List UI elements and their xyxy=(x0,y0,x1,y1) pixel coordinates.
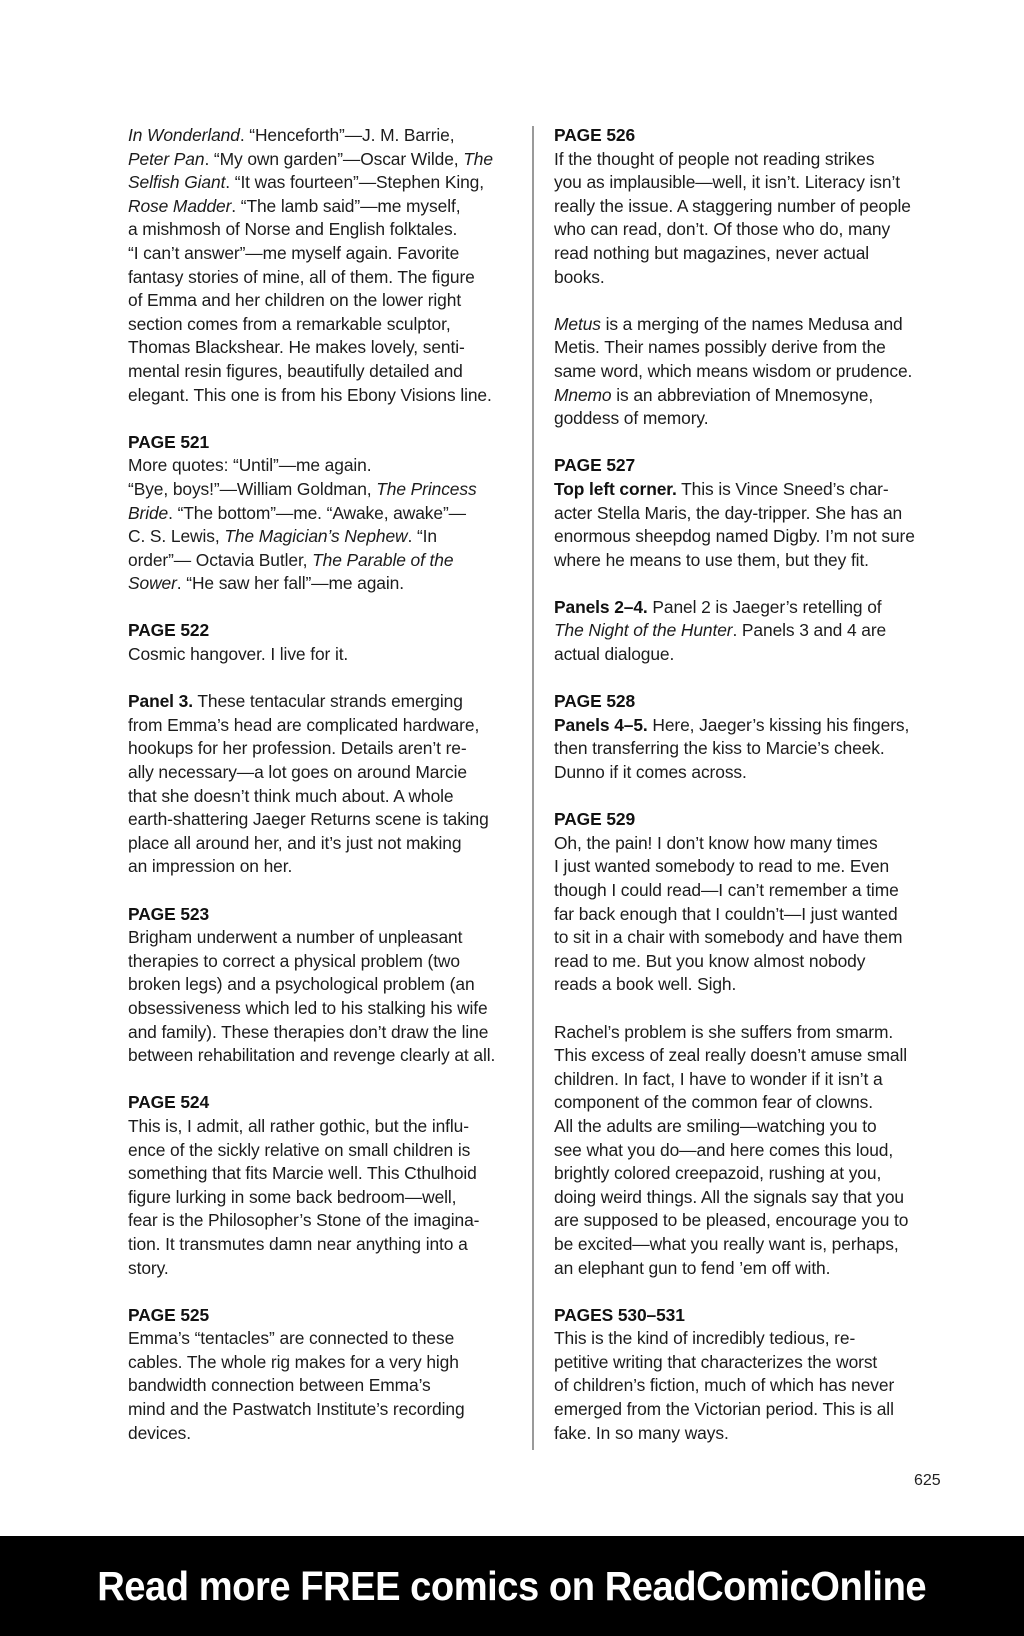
body-line: petitive writing that characterizes the worst xyxy=(554,1351,878,1372)
body-text: C. S. Lewis, xyxy=(128,526,225,547)
body-line: I just wanted somebody to read to me. Even xyxy=(554,856,890,877)
rich-line xyxy=(554,171,944,195)
body-line: bandwidth connection between Emma’s xyxy=(128,1375,431,1396)
section-page-529 xyxy=(554,808,944,997)
body-line: far back enough that I couldn’t—I just wanted xyxy=(554,903,898,924)
body-text: Panel 2 is Jaeger’s retelling of xyxy=(647,596,882,617)
rich-line xyxy=(128,148,518,172)
panel-lead: Panel 3. xyxy=(128,691,193,712)
body-line: devices. xyxy=(128,1422,191,1443)
section-page-524 xyxy=(128,1091,518,1280)
italic-title-text: Sower xyxy=(128,573,177,594)
intro-paragraph xyxy=(128,124,518,407)
rich-line xyxy=(128,502,518,526)
body-line: ence of the sickly relative on small children is xyxy=(128,1139,471,1160)
rich-line xyxy=(554,619,944,643)
body-line: This is, I admit, all rather gothic, but the influ- xyxy=(128,1115,469,1136)
rich-line xyxy=(128,289,518,313)
italic-title-text: The Night of the Hunter xyxy=(554,620,733,641)
body-text: who can read, don’t. Of those who do, many xyxy=(554,219,891,240)
body-line: ally necessary—a lot goes on around Marcie xyxy=(128,762,467,783)
promo-banner-text[interactable]: Read more FREE comics on ReadComicOnline xyxy=(97,1562,927,1609)
column-divider xyxy=(532,126,534,1450)
body-text: . “He saw her fall”—me again. xyxy=(176,573,404,594)
section-page-527 xyxy=(554,454,944,572)
body-text: elegant. This one is from his Ebony Visions line. xyxy=(128,384,492,405)
body-line: of children’s fiction, much of which has never xyxy=(554,1375,895,1396)
body-text: is an abbreviation of Mnemosyne, xyxy=(611,384,874,405)
body-text: If the thought of people not reading strikes xyxy=(554,148,875,169)
body-text: really the issue. A staggering number of people xyxy=(554,195,911,216)
section-heading: PAGE 526 xyxy=(554,125,636,145)
body-line: then transferring the kiss to Marcie’s cheek. xyxy=(554,738,885,759)
body-line: an impression on her. xyxy=(128,856,293,877)
body-text: . “The lamb said”—me myself, xyxy=(231,195,461,216)
body-line: figure lurking in some back bedroom—well, xyxy=(128,1186,457,1207)
body-text: where he means to use them, but they fit. xyxy=(554,549,869,570)
body-line: fear is the Philosopher’s Stone of the imagina- xyxy=(128,1210,480,1231)
rich-line xyxy=(554,313,944,337)
body-text: you as implausible—well, it isn’t. Literacy isn’t xyxy=(554,172,900,193)
italic-title-text: The Princess xyxy=(376,478,477,499)
rich-line xyxy=(554,643,944,667)
body-line: mind and the Pastwatch Institute’s recording xyxy=(128,1399,465,1420)
rich-line xyxy=(128,478,518,502)
italic-title-text: In Wonderland xyxy=(128,125,240,145)
body-text: acter Stella Maris, the day-tripper. She has an xyxy=(554,502,903,523)
body-text: . “In xyxy=(407,526,437,547)
body-text: Here, Jaeger’s kissing his fingers, xyxy=(647,714,910,735)
body-text: same word, which means wisdom or prudence. xyxy=(554,360,913,381)
italic-title-text: The xyxy=(463,148,493,169)
section-heading: PAGE 523 xyxy=(128,903,210,924)
body-line: see what you do—and here comes this loud, xyxy=(554,1139,894,1160)
rich-line xyxy=(128,336,518,360)
body-text: books. xyxy=(554,266,605,287)
italic-title-text: The Parable of the xyxy=(312,549,454,570)
body-line: Dunno if it comes across. xyxy=(554,762,747,783)
rich-line xyxy=(128,384,518,408)
section-page-526-metus xyxy=(554,313,944,431)
rich-line xyxy=(554,242,944,266)
body-line: hookups for her profession. Details aren’t re- xyxy=(128,738,467,759)
body-line: tion. It transmutes damn near anything into a xyxy=(128,1233,468,1254)
body-line: though I could read—I can’t remember a time xyxy=(554,880,899,900)
body-line: and family). These therapies don’t draw the line xyxy=(128,1021,489,1042)
section-page-528 xyxy=(554,690,944,784)
body-line: This excess of zeal really doesn’t amuse small xyxy=(554,1045,908,1066)
body-line: from Emma’s head are complicated hardware, xyxy=(128,714,480,735)
body-text: enormous sheepdog named Digby. I’m not sure xyxy=(554,526,915,547)
rich-line xyxy=(554,360,944,384)
body-text: is a merging of the names Medusa and xyxy=(600,313,903,334)
body-line: an elephant gun to fend ’em off with. xyxy=(554,1257,831,1278)
italic-title-text: Bride xyxy=(128,502,169,523)
body-line: brightly colored creepazoid, rushing at you, xyxy=(554,1163,882,1184)
body-line: something that fits Marcie well. This Cthulhoid xyxy=(128,1163,477,1184)
italic-title-text: Metus xyxy=(554,313,601,334)
section-heading: PAGE 528 xyxy=(554,691,636,712)
body-line: broken legs) and a psychological problem (an xyxy=(128,974,475,995)
rich-line xyxy=(554,195,944,219)
body-line: to sit in a chair with somebody and have them xyxy=(554,927,903,948)
italic-title-text: The Magician’s Nephew xyxy=(224,526,408,547)
body-text: More quotes: “Until”—me again. xyxy=(128,455,372,476)
rich-line xyxy=(554,549,944,573)
body-line: between rehabilitation and revenge clearly at all. xyxy=(128,1045,496,1066)
body-text: order”— Octavia Butler, xyxy=(128,549,313,570)
body-line: that she doesn’t think much about. A whole xyxy=(128,785,454,806)
rich-line xyxy=(554,336,944,360)
rich-line xyxy=(554,525,944,549)
rich-line xyxy=(128,124,518,148)
section-page-526 xyxy=(554,124,944,289)
body-text: Metis. Their names possibly derive from the xyxy=(554,337,886,358)
section-heading: PAGE 529 xyxy=(554,809,636,830)
body-line: All the adults are smiling—watching you to xyxy=(554,1115,877,1136)
body-text: actual dialogue. xyxy=(554,644,675,665)
body-line: Emma’s “tentacles” are connected to these xyxy=(128,1328,455,1349)
italic-title-text: Peter Pan xyxy=(128,148,205,169)
body-line: Cosmic hangover. I live for it. xyxy=(128,644,349,665)
section-page-525 xyxy=(128,1304,518,1446)
italic-title-text: Selfish Giant xyxy=(128,172,226,193)
section-page-521 xyxy=(128,431,518,596)
body-line xyxy=(554,478,944,502)
body-line xyxy=(554,596,944,620)
body-text: a mishmosh of Norse and English folktales. xyxy=(128,219,458,240)
section-heading: PAGE 521 xyxy=(128,431,210,452)
rich-line xyxy=(554,407,944,431)
body-line: are supposed to be pleased, encourage you to xyxy=(554,1210,909,1231)
body-line: emerged from the Victorian period. This is all xyxy=(554,1399,894,1420)
body-line: cables. The whole rig makes for a very high xyxy=(128,1351,459,1372)
rich-line xyxy=(128,572,518,596)
body-text: of Emma and her children on the lower right xyxy=(128,290,462,311)
left-column xyxy=(128,124,518,1469)
body-line: This is the kind of incredibly tedious, re- xyxy=(554,1328,856,1349)
body-text: Thomas Blackshear. He makes lovely, senti- xyxy=(128,337,465,358)
body-text: section comes from a remarkable sculptor, xyxy=(128,313,451,334)
body-line: Oh, the pain! I don’t know how many times xyxy=(554,832,878,853)
body-text: read nothing but magazines, never actual xyxy=(554,242,870,263)
body-text: “I can’t answer”—me myself again. Favorite xyxy=(128,242,460,263)
panel-lead: Panels 4–5. xyxy=(554,714,648,735)
rich-line xyxy=(554,502,944,526)
section-page-522-panel-3 xyxy=(128,690,518,879)
section-heading: PAGES 530–531 xyxy=(554,1304,685,1325)
body-text: . “Henceforth”—J. M. Barrie, xyxy=(239,125,455,145)
rich-line xyxy=(128,242,518,266)
body-line: reads a book well. Sigh. xyxy=(554,974,737,995)
rich-line xyxy=(128,195,518,219)
rich-line xyxy=(554,148,944,172)
rich-line xyxy=(128,549,518,573)
section-heading: PAGE 527 xyxy=(554,455,636,476)
section-page-529-rachel xyxy=(554,1021,944,1281)
body-line xyxy=(554,714,944,738)
body-line: component of the common fear of clowns. xyxy=(554,1092,873,1113)
rich-line xyxy=(554,384,944,408)
italic-title-text: Mnemo xyxy=(554,384,612,405)
body-text: . “It was fourteen”—Stephen King, xyxy=(225,172,484,193)
page-number: 625 xyxy=(914,1472,941,1489)
section-pages-530-531 xyxy=(554,1304,944,1446)
body-text: fantasy stories of mine, all of them. The figure xyxy=(128,266,475,287)
body-line: doing weird things. All the signals say that you xyxy=(554,1186,904,1207)
rich-line xyxy=(554,218,944,242)
body-text: . “The bottom”—me. “Awake, awake”— xyxy=(168,502,466,523)
body-line: Brigham underwent a number of unpleasant xyxy=(128,927,463,948)
rich-line xyxy=(128,218,518,242)
section-page-527-panels-2-4 xyxy=(554,596,944,667)
body-line: Rachel’s problem is she suffers from smarm. xyxy=(554,1021,894,1042)
rich-line xyxy=(128,266,518,290)
body-text: “Bye, boys!”—William Goldman, xyxy=(128,478,377,499)
panel-lead: Panels 2–4. xyxy=(554,596,648,617)
body-line: earth-shattering Jaeger Returns scene is taking xyxy=(128,809,489,830)
rich-text xyxy=(648,597,882,617)
section-heading: PAGE 522 xyxy=(128,620,210,641)
promo-banner[interactable] xyxy=(0,1536,1024,1636)
body-line: fake. In so many ways. xyxy=(554,1422,729,1443)
rich-line xyxy=(128,454,518,478)
rich-line xyxy=(128,525,518,549)
body-line: children. In fact, I have to wonder if it isn’t a xyxy=(554,1068,883,1089)
body-text: . Panels 3 and 4 are xyxy=(732,620,887,641)
panel-lead: Top left corner. xyxy=(554,478,677,499)
italic-title-text: Rose Madder xyxy=(128,195,232,216)
rich-line xyxy=(128,171,518,195)
rich-text xyxy=(677,479,889,499)
body-line: be excited—what you really want is, perhaps, xyxy=(554,1233,899,1254)
body-text: This is Vince Sneed’s char- xyxy=(676,478,889,499)
body-text: mental resin figures, beautifully detailed and xyxy=(128,360,463,381)
section-page-522 xyxy=(128,619,518,666)
rich-line xyxy=(128,360,518,384)
section-heading: PAGE 525 xyxy=(128,1304,210,1325)
body-text: . “My own garden”—Oscar Wilde, xyxy=(204,148,464,169)
rich-line xyxy=(128,313,518,337)
body-line: story. xyxy=(128,1257,169,1278)
body-line: obsessiveness which led to his stalking his wife xyxy=(128,997,488,1018)
body-line: read to me. But you know almost nobody xyxy=(554,950,866,971)
body-text: These tentacular strands emerging xyxy=(192,691,463,712)
rich-line xyxy=(554,266,944,290)
body-line xyxy=(128,690,518,714)
body-line: therapies to correct a physical problem (two xyxy=(128,950,460,971)
section-heading: PAGE 524 xyxy=(128,1092,210,1113)
section-page-523 xyxy=(128,903,518,1068)
right-column xyxy=(554,124,944,1469)
body-line: place all around her, and it’s just not making xyxy=(128,832,462,853)
body-text: goddess of memory. xyxy=(554,408,709,429)
